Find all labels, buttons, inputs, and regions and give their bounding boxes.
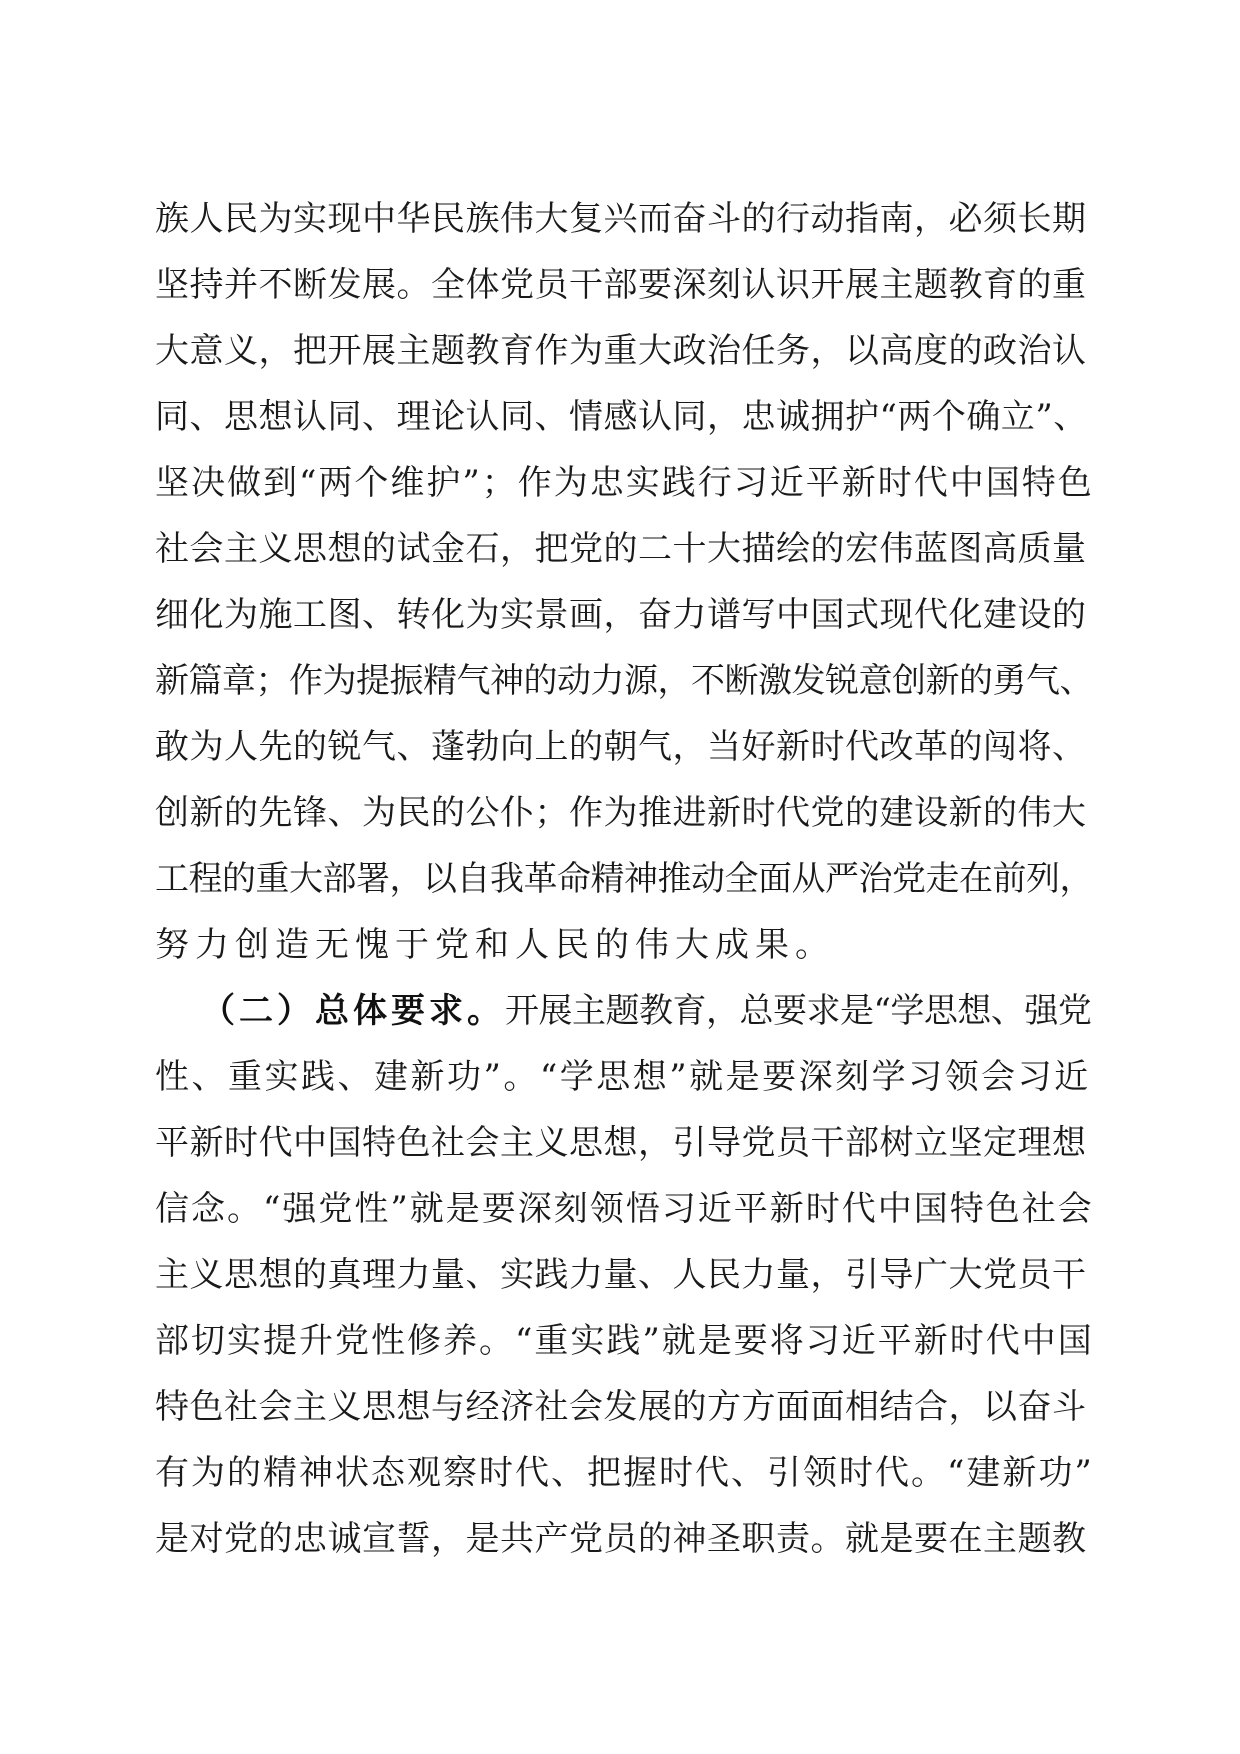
section-heading: （二）总体要求。 — [201, 991, 505, 1031]
text-line: 部切实提升党性修养。“重实践”就是要将习近平新时代中国 — [155, 1321, 1094, 1361]
text-line-first — [155, 978, 1095, 1044]
text-line: 是对党的忠诚宣誓，是共产党员的神圣职责。就是要在主题教 — [155, 1519, 1087, 1559]
text-line: 性、重实践、建新功”。“学思想”就是要深刻学习领会习近 — [155, 1057, 1091, 1097]
heading-continuation: 开展主题教育，总要求是“学思想、强党 — [505, 991, 1092, 1031]
text-line: 社会主义思想的试金石，把党的二十大描绘的宏伟蓝图高质量 — [155, 529, 1087, 569]
text-line: 同、思想认同、理论认同、情感认同，忠诚拥护“两个确立”、 — [155, 397, 1088, 437]
text-line: 敢为人先的锐气、蓬勃向上的朝气，当好新时代改革的闯将、 — [155, 727, 1087, 767]
text-line: 努力创造无愧于党和人民的伟大成果。 — [155, 925, 835, 965]
text-line: 平新时代中国特色社会主义思想，引导党员干部树立坚定理想 — [155, 1123, 1087, 1163]
text-line: 族人民为实现中华民族伟大复兴而奋斗的行动指南，必须长期 — [155, 199, 1087, 239]
text-line: 坚持并不断发展。全体党员干部要深刻认识开展主题教育的重 — [155, 265, 1087, 305]
text-line: 主义思想的真理力量、实践力量、人民力量，引导广大党员干 — [155, 1255, 1087, 1295]
text-line: 信念。“强党性”就是要深刻领悟习近平新时代中国特色社会 — [155, 1189, 1094, 1229]
text-line: 特色社会主义思想与经济社会发展的方方面面相结合，以奋斗 — [155, 1387, 1087, 1427]
text-line: 大意义，把开展主题教育作为重大政治任务，以高度的政治认 — [155, 331, 1087, 371]
text-line: 坚决做到“两个维护”；作为忠实践行习近平新时代中国特色 — [155, 463, 1094, 503]
text-line: 细化为施工图、转化为实景画，奋力谱写中国式现代化建设的 — [155, 595, 1087, 635]
body-text — [155, 186, 1095, 1572]
text-line: 创新的先锋、为民的公仆；作为推进新时代党的建设新的伟大 — [155, 793, 1087, 833]
text-line: 新篇章；作为提振精气神的动力源，不断激发锐意创新的勇气、 — [155, 661, 1093, 701]
text-line: 工程的重大部署，以自我革命精神推动全面从严治党走在前列， — [155, 859, 1093, 899]
text-line: 有为的精神状态观察时代、把握时代、引领时代。“建新功” — [155, 1453, 1094, 1493]
paragraph-significance — [155, 186, 1095, 978]
paragraph-general-requirements — [155, 978, 1095, 1572]
